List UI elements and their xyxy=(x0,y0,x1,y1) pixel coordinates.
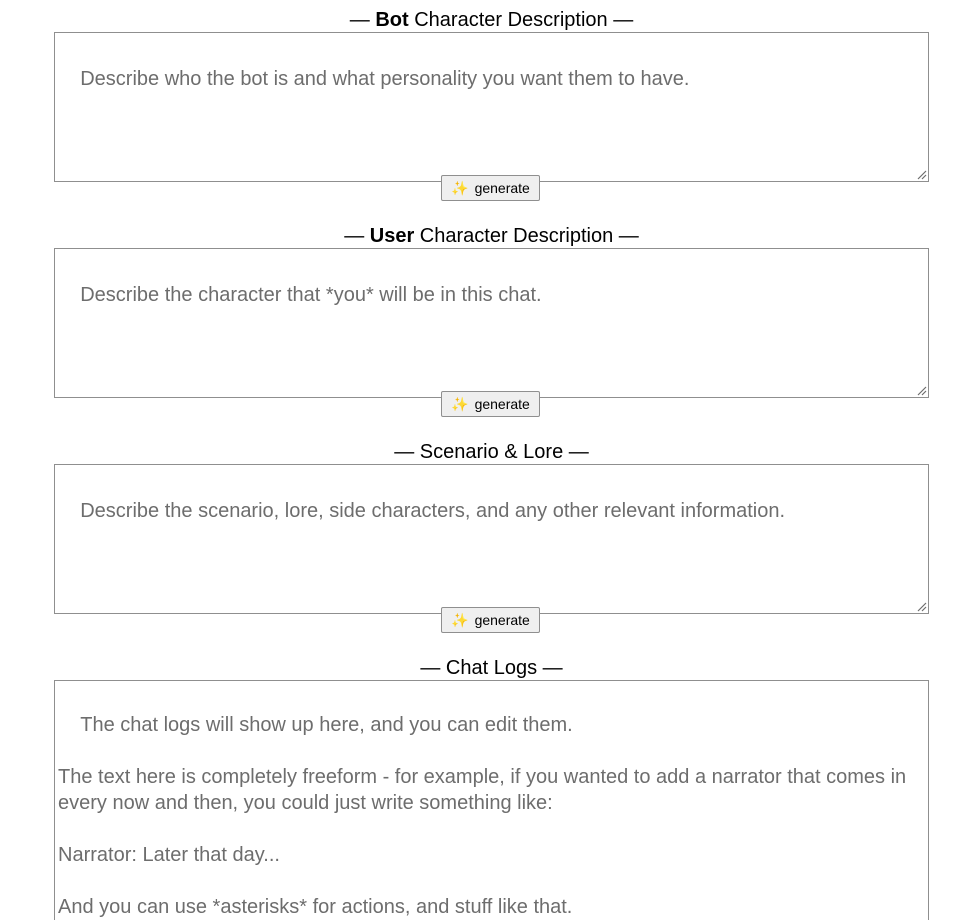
resize-grip-icon[interactable] xyxy=(915,384,927,396)
textarea-placeholder: Describe the character that *you* will be in this chat. xyxy=(80,284,542,306)
heading-rest: Character Description — xyxy=(408,9,634,31)
generate-label: generate xyxy=(474,612,530,628)
bot-description-textarea[interactable] xyxy=(54,32,929,182)
scenario-lore-section xyxy=(54,440,929,640)
generate-scenario-button[interactable] xyxy=(441,607,540,633)
textarea-placeholder: The chat logs will show up here, and you can edit them. The text here is completely freeform - for example, if you wanted to add a narrator that comes in every now and then, you could just write something like: Narrator: Later that day... And you can use *asterisks* for actions, and stuff like that. xyxy=(58,714,907,918)
generate-label: generate xyxy=(474,396,530,412)
textarea-placeholder: Describe the scenario, lore, side characters, and any other relevant information. xyxy=(80,500,786,522)
generate-label: generate xyxy=(474,180,530,196)
heading-dash: — xyxy=(344,225,370,247)
resize-grip-icon[interactable] xyxy=(915,168,927,180)
heading-dash: — xyxy=(349,9,376,31)
user-description-textarea[interactable] xyxy=(54,248,929,398)
sparkle-icon: ✨ xyxy=(451,180,469,196)
heading-rest: Character Description — xyxy=(414,225,639,247)
chat-logs-textarea[interactable] xyxy=(54,680,929,920)
generate-user-button[interactable] xyxy=(441,391,540,417)
chat-logs-heading: — Chat Logs — xyxy=(420,657,563,679)
user-description-heading xyxy=(54,224,929,248)
user-description-section xyxy=(54,224,929,424)
scenario-lore-heading: — Scenario & Lore — xyxy=(394,441,589,463)
textarea-placeholder: Describe who the bot is and what personality you want them to have. xyxy=(80,68,690,90)
bot-description-section xyxy=(54,8,929,208)
scenario-lore-textarea[interactable] xyxy=(54,464,929,614)
resize-grip-icon[interactable] xyxy=(915,600,927,612)
sparkle-icon: ✨ xyxy=(451,396,469,412)
bot-description-heading xyxy=(54,8,929,32)
sparkle-icon: ✨ xyxy=(451,612,469,628)
heading-bold-word: User xyxy=(369,225,415,247)
chat-logs-section xyxy=(54,656,929,920)
heading-bold-word: Bot xyxy=(375,9,409,31)
generate-bot-button[interactable] xyxy=(441,175,540,201)
